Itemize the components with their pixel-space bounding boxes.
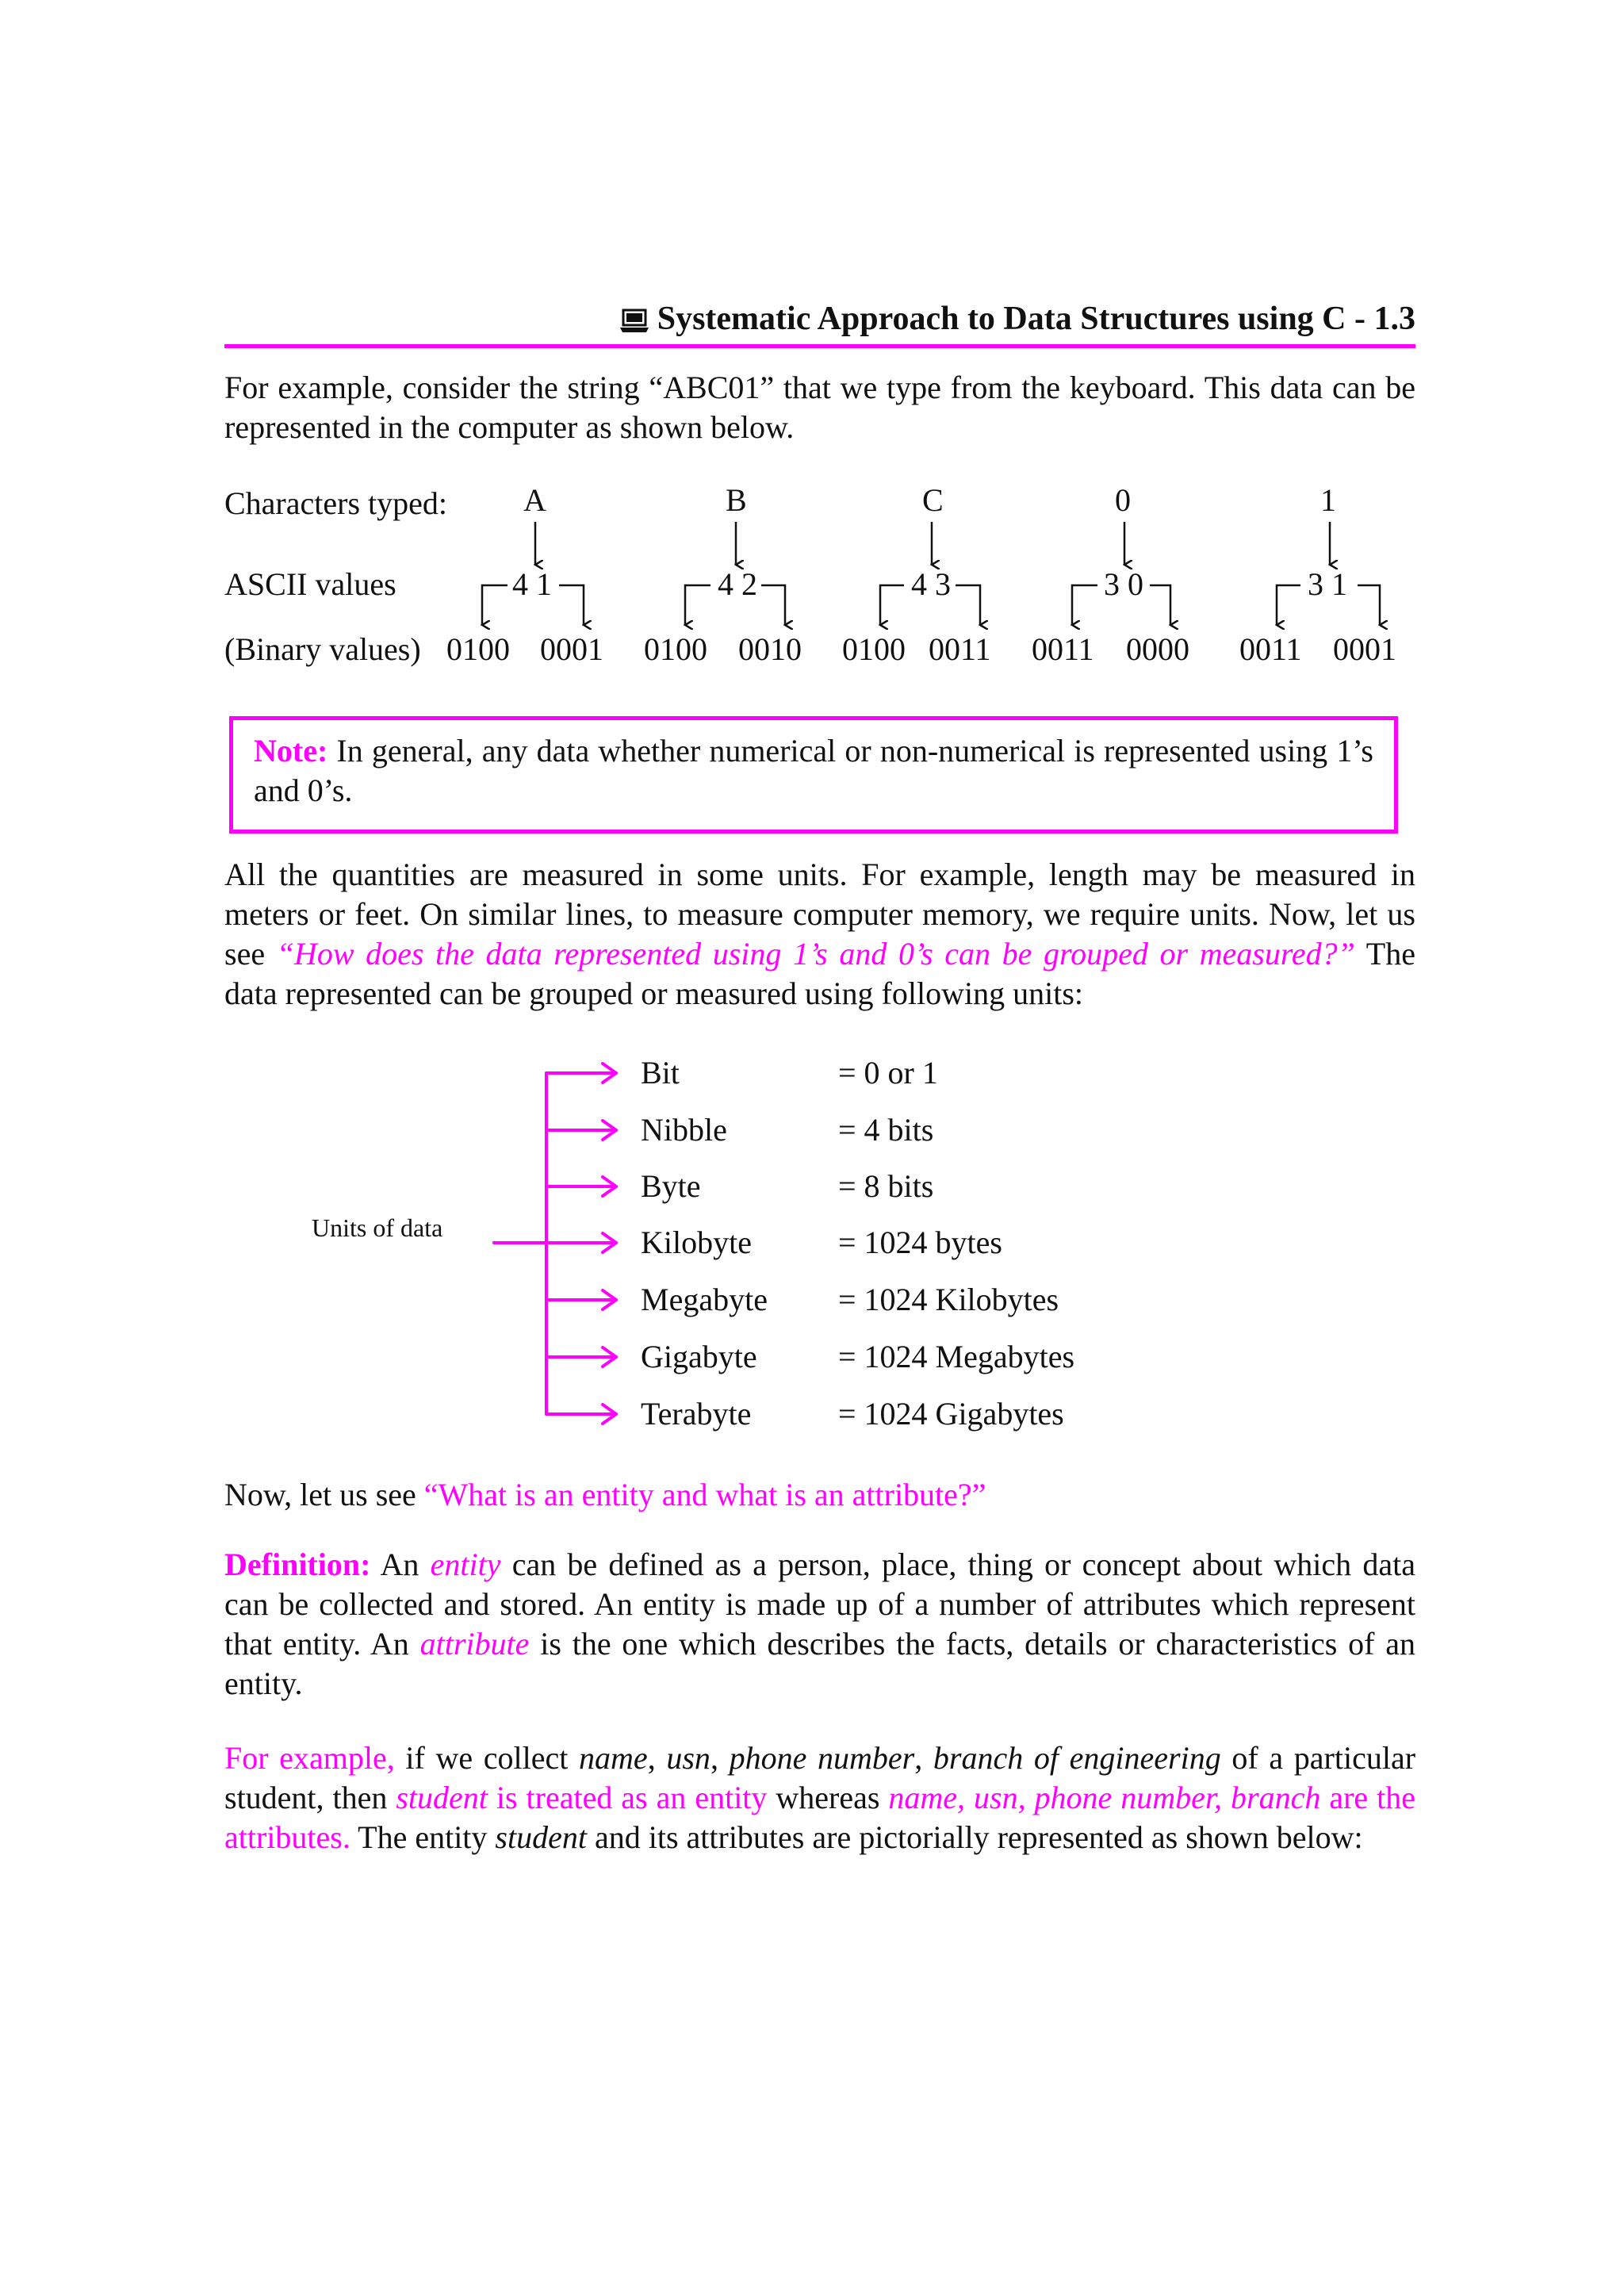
quantities-question: “How does the data represented using 1’s and 0’s can be grouped or measured?” [276,936,1355,972]
ascii-b: 4 2 [718,566,757,602]
arrow-split-right-a [559,585,584,625]
unit-value-megabyte: = 1024 Kilobytes [838,1282,1059,1317]
example-phone: phone number [729,1740,915,1776]
bin-1-hi: 0011 [1239,631,1302,667]
arrow-split-left-0 [1072,585,1097,625]
definition-attribute: attribute [419,1626,530,1662]
unit-value-gigabyte: = 1024 Megabytes [838,1339,1075,1374]
char-b: B [726,482,747,518]
unit-value-bit: = 0 or 1 [838,1055,938,1091]
bin-0-hi: 0011 [1032,631,1094,667]
arrow-split-left-b [685,585,710,625]
bin-b-hi: 0100 [644,631,707,667]
page-header [224,295,1415,343]
example-usn: usn [666,1740,710,1776]
example-name: name [579,1740,648,1776]
example-student-2: student [495,1819,587,1855]
unit-value-terabyte: = 1024 Gigabytes [838,1396,1064,1432]
binary-values-label: (Binary values) [224,631,421,667]
unit-name-bit: Bit [641,1055,680,1091]
intro-paragraph: For example, consider the string “ABC01” that we type from the keyboard. This data can be represented in the computer as shown below. [224,370,1415,445]
example-text-3: The entity [350,1819,496,1855]
char-c: C [922,482,944,518]
definition-text-1: An [370,1547,431,1582]
example-whereas: whereas [767,1780,889,1815]
unit-value-kilobyte: = 1024 bytes [838,1225,1002,1260]
unit-value-nibble: = 4 bits [838,1112,934,1148]
bin-a-hi: 0100 [446,631,510,667]
char-1: 1 [1320,482,1336,518]
unit-value-byte: = 8 bits [838,1168,934,1204]
units-of-data-label: Units of data [312,1213,443,1242]
arrow-split-right-b [761,585,785,625]
example-text-4: and its attributes are pictorially represented as shown below: [586,1819,1363,1855]
example-paragraph [224,1738,1415,1857]
chars-typed-label: Characters typed: [224,485,447,521]
arrow-split-left-1 [1277,585,1300,625]
bin-c-lo: 0011 [929,631,991,667]
unit-name-terabyte: Terabyte [641,1396,752,1432]
example-text-2: of a particular student, then [224,1740,1416,1815]
arrow-split-right-c [956,585,980,625]
entity-question-prefix: Now, let us see [224,1477,424,1512]
example-treated: is treated as an entity [487,1780,768,1815]
note-box [229,716,1398,834]
entity-question: “What is an entity and what is an attribute?” [423,1477,986,1512]
header-rule [224,344,1415,348]
unit-name-megabyte: Megabyte [641,1282,768,1317]
example-text-1: if we collect [394,1740,580,1776]
arrow-split-right-1 [1358,585,1380,625]
example-comma-2: , [710,1740,730,1776]
ascii-a: 4 1 [512,566,552,602]
ascii-values-label: ASCII values [224,566,396,602]
quantities-paragraph [224,855,1415,1014]
encoding-figure [0,476,1624,682]
units-bracket [0,1047,1624,1443]
header-title: Systematic Approach to Data Structures using C - 1.3 [657,301,1415,337]
quantities-text-1: All the quantities are measured in some units. For example, length may be measured in meters or feet. On similar lines, to measure computer memory, we require units. Now, let us see [224,857,1415,972]
units-diagram [0,1047,1624,1443]
quantities-text-2: The data represented can be grouped or measured using following units: [224,936,1415,1011]
laptop-icon [619,309,649,334]
unit-name-nibble: Nibble [641,1112,727,1148]
unit-name-kilobyte: Kilobyte [641,1225,752,1260]
definition-text-3: is the one which describes the facts, details or characteristics of an entity. [224,1626,1415,1701]
arrow-split-left-c [880,585,904,625]
example-branch: branch of engineering [933,1740,1221,1776]
encoding-arrows [0,476,1624,682]
definition-label: Definition: [224,1547,371,1582]
ascii-1: 3 1 [1308,566,1347,602]
bin-a-lo: 0001 [540,631,603,667]
bin-0-lo: 0000 [1126,631,1189,667]
note-label: Note: [254,733,328,769]
bin-1-lo: 0001 [1333,631,1396,667]
note-body: In general, any data whether numerical or non-numerical is represented using 1’s and 0’s. [254,733,1373,808]
entity-question-line [224,1475,1415,1515]
unit-name-byte: Byte [641,1168,701,1204]
note-text [254,731,1373,811]
bin-c-hi: 0100 [842,631,906,667]
unit-arrows [546,1064,616,1424]
arrow-split-right-0 [1150,585,1170,625]
char-a: A [523,482,546,518]
example-lead: For example, [224,1740,395,1776]
definition-entity: entity [430,1547,501,1582]
char-0: 0 [1115,482,1131,518]
example-comma-1: , [647,1740,667,1776]
example-are-attributes: are the attributes. [224,1780,1415,1855]
bin-b-lo: 0010 [738,631,802,667]
ascii-c: 4 3 [911,566,951,602]
example-student: student [396,1780,488,1815]
unit-name-gigabyte: Gigabyte [641,1339,757,1374]
definition-paragraph [224,1545,1415,1704]
ascii-0: 3 0 [1104,566,1143,602]
arrow-split-left-a [482,585,508,625]
definition-text-2: can be defined as a person, place, thing or concept about which data can be collected and stored. An entity is made up of a number of attributes which represent that entity. An [224,1547,1415,1662]
example-attributes: name, usn, phone number, branch [888,1780,1321,1815]
example-comma-3: , [914,1740,933,1776]
